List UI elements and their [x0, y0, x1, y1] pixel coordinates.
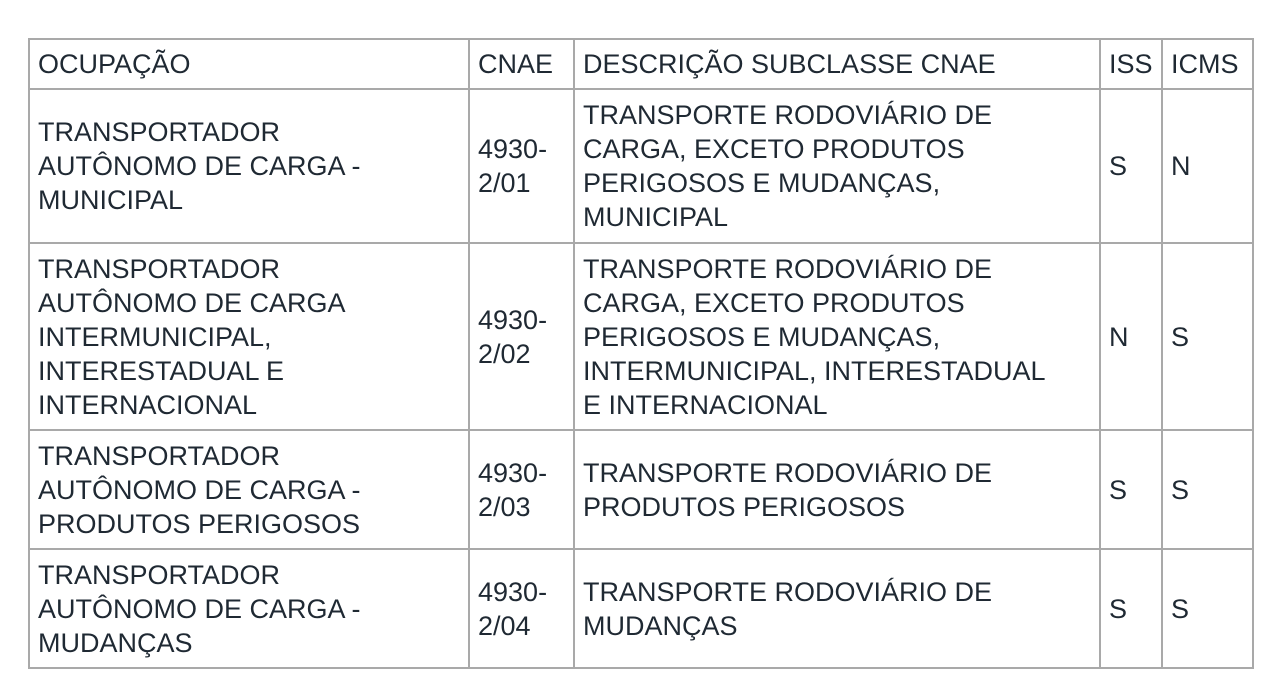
- cell-icms: S: [1162, 549, 1253, 668]
- cell-iss: N: [1100, 243, 1162, 430]
- cell-cnae: 4930- 2/02: [469, 243, 574, 430]
- table-row: [29, 89, 1253, 243]
- cell-descricao: TRANSPORTE RODOVIÁRIO DE CARGA, EXCETO PRODUTOS PERIGOSOS E MUDANÇAS, MUNICIPAL: [574, 89, 1100, 243]
- table-row: [29, 549, 1253, 668]
- header-cnae: CNAE: [469, 39, 574, 89]
- header-iss: ISS: [1100, 39, 1162, 89]
- table-row: [29, 243, 1253, 430]
- cell-cnae: 4930- 2/03: [469, 430, 574, 549]
- table-row: [29, 430, 1253, 549]
- header-icms: ICMS: [1162, 39, 1253, 89]
- cell-iss: S: [1100, 89, 1162, 243]
- cell-ocupacao: TRANSPORTADOR AUTÔNOMO DE CARGA - MUNICIPAL: [29, 89, 469, 243]
- cnae-table: [28, 38, 1254, 669]
- cell-icms: S: [1162, 243, 1253, 430]
- cell-ocupacao: TRANSPORTADOR AUTÔNOMO DE CARGA INTERMUNICIPAL, INTERESTADUAL E INTERNACIONAL: [29, 243, 469, 430]
- cell-iss: S: [1100, 430, 1162, 549]
- header-descricao: DESCRIÇÃO SUBCLASSE CNAE: [574, 39, 1100, 89]
- cell-descricao: TRANSPORTE RODOVIÁRIO DE PRODUTOS PERIGOSOS: [574, 430, 1100, 549]
- table-header-row: [29, 39, 1253, 89]
- cell-iss: S: [1100, 549, 1162, 668]
- cell-descricao: TRANSPORTE RODOVIÁRIO DE MUDANÇAS: [574, 549, 1100, 668]
- cell-icms: N: [1162, 89, 1253, 243]
- cell-icms: S: [1162, 430, 1253, 549]
- cell-cnae: 4930- 2/01: [469, 89, 574, 243]
- cell-ocupacao: TRANSPORTADOR AUTÔNOMO DE CARGA - MUDANÇAS: [29, 549, 469, 668]
- cell-ocupacao: TRANSPORTADOR AUTÔNOMO DE CARGA - PRODUTOS PERIGOSOS: [29, 430, 469, 549]
- cell-cnae: 4930- 2/04: [469, 549, 574, 668]
- header-ocupacao: OCUPAÇÃO: [29, 39, 469, 89]
- cell-descricao: TRANSPORTE RODOVIÁRIO DE CARGA, EXCETO PRODUTOS PERIGOSOS E MUDANÇAS, INTERMUNICIPAL, INTERESTADUAL E INTERNACIONAL: [574, 243, 1100, 430]
